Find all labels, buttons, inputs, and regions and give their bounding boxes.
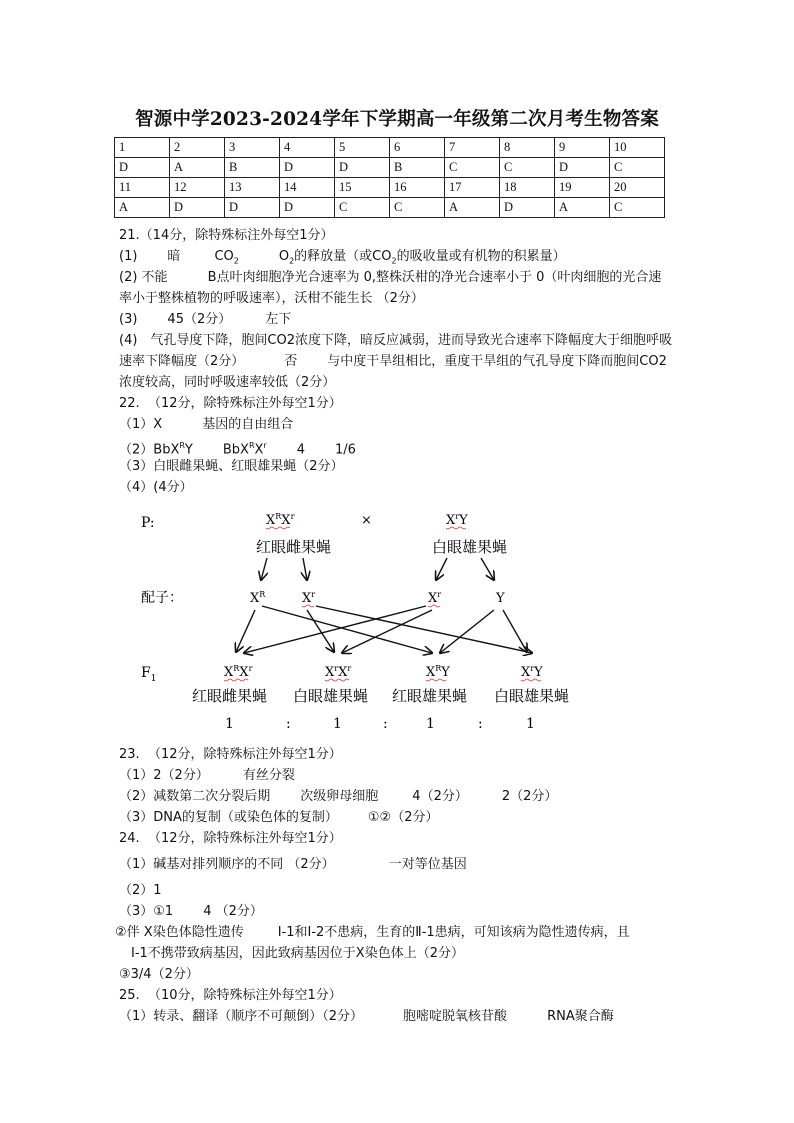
f1-label: $F_1$ xyxy=(141,665,157,684)
q21-answer-4-cont: 速率下降幅度（2分） 否 与中度干旱组相比，重度干旱组的气孔导度下降而胞间CO2 xyxy=(119,354,667,369)
q23-answer-2: （2）减数第二次分裂后期 次级卵母细胞 4（2分） 2（2分） xyxy=(119,789,558,804)
q24-answer-4-cont: Ⅰ-1不携带致病基因，因此致病基因位于X染色体上（2分） xyxy=(131,946,464,961)
table-cell: 17 xyxy=(445,178,500,198)
q24-answer-1: （1）碱基对排列顺序的不同 （2分） 一对等位基因 xyxy=(119,857,467,872)
arrow xyxy=(503,610,527,652)
arrow xyxy=(236,610,255,652)
table-cell: D xyxy=(170,198,225,218)
gamete-male-1: $X^r$ xyxy=(428,590,442,606)
offspring-2-name: 白眼雄果蝇 xyxy=(293,687,369,705)
table-cell: D xyxy=(280,198,335,218)
table-cell: 2 xyxy=(170,138,225,158)
table-cell: C xyxy=(500,158,555,178)
table-cell: 10 xyxy=(610,138,665,158)
q22-answer-2: （2）BbX$^R$Y $BbX^RX^r$ 4 1/6 xyxy=(119,441,356,458)
ratio-sep: : xyxy=(286,716,291,732)
table-cell: D xyxy=(280,158,335,178)
table-cell: C xyxy=(610,198,665,218)
table-row xyxy=(115,178,665,198)
q22-answer-1: （1）X 基因的自由组合 xyxy=(119,417,294,432)
table-cell: 11 xyxy=(115,178,170,198)
q21-answer-4-end: 浓度较高，同时呼吸速率较低（2分） xyxy=(119,375,336,390)
table-cell: B xyxy=(390,158,445,178)
table-row xyxy=(115,138,665,158)
q24-answer-5: ③3/4（2分） xyxy=(119,967,199,982)
parent-male-genotype: $X^rY$ xyxy=(446,512,468,528)
ratio-sep: : xyxy=(478,716,483,732)
gamete-female-2: $X^r$ xyxy=(302,590,316,606)
ratio-sep: : xyxy=(383,716,388,732)
q23-header: 23. （12分，除特殊标注外每空1分） xyxy=(119,747,342,762)
table-cell: D xyxy=(555,158,610,178)
table-cell: 1 xyxy=(115,138,170,158)
q24-answer-4: ②伴 X染色体隐性遗传 Ⅰ-1和Ⅰ-2不患病，生育的Ⅱ-1患病，可知该病为隐性遗传病，且 xyxy=(115,925,630,940)
table-row xyxy=(115,158,665,178)
offspring-3: $X^RY$ xyxy=(426,664,450,680)
q21-answer-3: (3) 45（2分） 左下 xyxy=(119,312,292,327)
page-title: 智源中学2023-2024学年下学期高一年级第二次月考生物答案 xyxy=(135,109,659,130)
table-cell: 18 xyxy=(500,178,555,198)
q24-answer-3: （3）①1 4 （2分） xyxy=(119,904,263,919)
table-cell: 12 xyxy=(170,178,225,198)
cross-symbol: × xyxy=(361,513,372,528)
table-cell: 15 xyxy=(335,178,390,198)
ratio-value: 1 xyxy=(225,716,234,732)
arrow xyxy=(261,558,267,580)
table-cell: A xyxy=(555,198,610,218)
table-cell: 19 xyxy=(555,178,610,198)
arrow xyxy=(436,558,447,580)
q22-answer-3: （3）白眼雌果蝇、红眼雄果蝇（2分） xyxy=(119,459,344,474)
table-cell: 14 xyxy=(280,178,335,198)
table-cell: C xyxy=(390,198,445,218)
q25-header: 25. （10分，除特殊标注外每空1分） xyxy=(119,988,342,1003)
table-cell: 9 xyxy=(555,138,610,158)
q23-answer-3: （3）DNA的复制（或染色体的复制） ①②（2分） xyxy=(119,810,439,825)
table-cell: 13 xyxy=(225,178,280,198)
table-row xyxy=(115,198,665,218)
offspring-1-name: 红眼雌果蝇 xyxy=(192,687,268,705)
offspring-2: $X^rX^r$ xyxy=(325,664,352,680)
q21-answer-2-cont: 率小于整株植物的呼吸速率），沃柑不能生长 （2分） xyxy=(119,291,424,306)
table-cell: 7 xyxy=(445,138,500,158)
gamete-male-2: Y xyxy=(496,591,505,606)
q21-header: 21.（14分，除特殊标注外每空1分） xyxy=(119,228,334,243)
gamete-label: 配子： xyxy=(141,590,183,606)
q25-answer-1: （1）转录、翻译（顺序不可颠倒）（2分） 胞嘧啶脱氧核苷酸 RNA聚合酶 xyxy=(119,1009,614,1024)
q22-header: 22. （12分，除特殊标注外每空1分） xyxy=(119,396,342,411)
gamete-female-1: $X^R$ xyxy=(250,590,266,606)
parent-female-genotype: $X^RX^r$ xyxy=(266,512,295,528)
q24-header: 24. （12分，除特殊标注外每空1分） xyxy=(119,831,342,846)
ratio-value: 1 xyxy=(526,716,535,732)
arrow xyxy=(244,606,426,653)
offspring-4-name: 白眼雄果蝇 xyxy=(494,687,570,705)
offspring-3-name: 红眼雄果蝇 xyxy=(392,687,468,705)
p-label: P: xyxy=(141,515,155,531)
table-cell: 3 xyxy=(225,138,280,158)
q21-answer-2: (2) 不能 B点叶肉细胞净光合速率为 0,整株沃柑的净光合速率小于 0（叶肉细胞的光合速 xyxy=(119,270,662,285)
offspring-4: $X^rY$ xyxy=(521,664,543,680)
q22-answer-4: （4）(4分） xyxy=(119,480,193,495)
table-cell: A xyxy=(170,158,225,178)
answers-21-22 xyxy=(119,225,719,498)
arrow xyxy=(481,558,494,580)
table-cell: 6 xyxy=(390,138,445,158)
table-cell: D xyxy=(115,158,170,178)
table-cell: A xyxy=(115,198,170,218)
offspring-1: $X^RX^r$ xyxy=(224,664,253,680)
q23-answer-1: （1）2（2分） 有丝分裂 xyxy=(119,768,295,783)
answer-table xyxy=(114,137,665,218)
table-cell: B xyxy=(225,158,280,178)
arrow xyxy=(303,558,307,580)
table-cell: D xyxy=(335,158,390,178)
table-cell: A xyxy=(445,198,500,218)
q21-answer-1: (1) 暗 $CO_2$ $O_2$的释放量（或$CO_2$的吸收量或有机物的积累量） xyxy=(119,249,566,266)
table-cell: C xyxy=(445,158,500,178)
table-cell: C xyxy=(335,198,390,218)
table-cell: 5 xyxy=(335,138,390,158)
table-cell: 20 xyxy=(610,178,665,198)
table-cell: D xyxy=(500,198,555,218)
ratio-value: 1 xyxy=(333,716,342,732)
table-cell: 16 xyxy=(390,178,445,198)
arrow xyxy=(440,610,494,653)
table-cell: D xyxy=(225,198,280,218)
cross-diagram xyxy=(0,500,794,740)
answers-23-25 xyxy=(115,744,739,1027)
q21-answer-4: (4) 气孔导度下降，胞间CO2浓度下降，暗反应减弱，进而导致光合速率下降幅度大于细胞呼吸 xyxy=(119,333,672,348)
table-cell: C xyxy=(610,158,665,178)
ratio-value: 1 xyxy=(426,716,435,732)
table-cell: 8 xyxy=(500,138,555,158)
parent-male-name: 白眼雄果蝇 xyxy=(432,538,508,556)
q24-answer-2: （2）1 xyxy=(119,883,162,898)
table-cell: 4 xyxy=(280,138,335,158)
parent-female-name: 红眼雌果蝇 xyxy=(256,538,332,556)
